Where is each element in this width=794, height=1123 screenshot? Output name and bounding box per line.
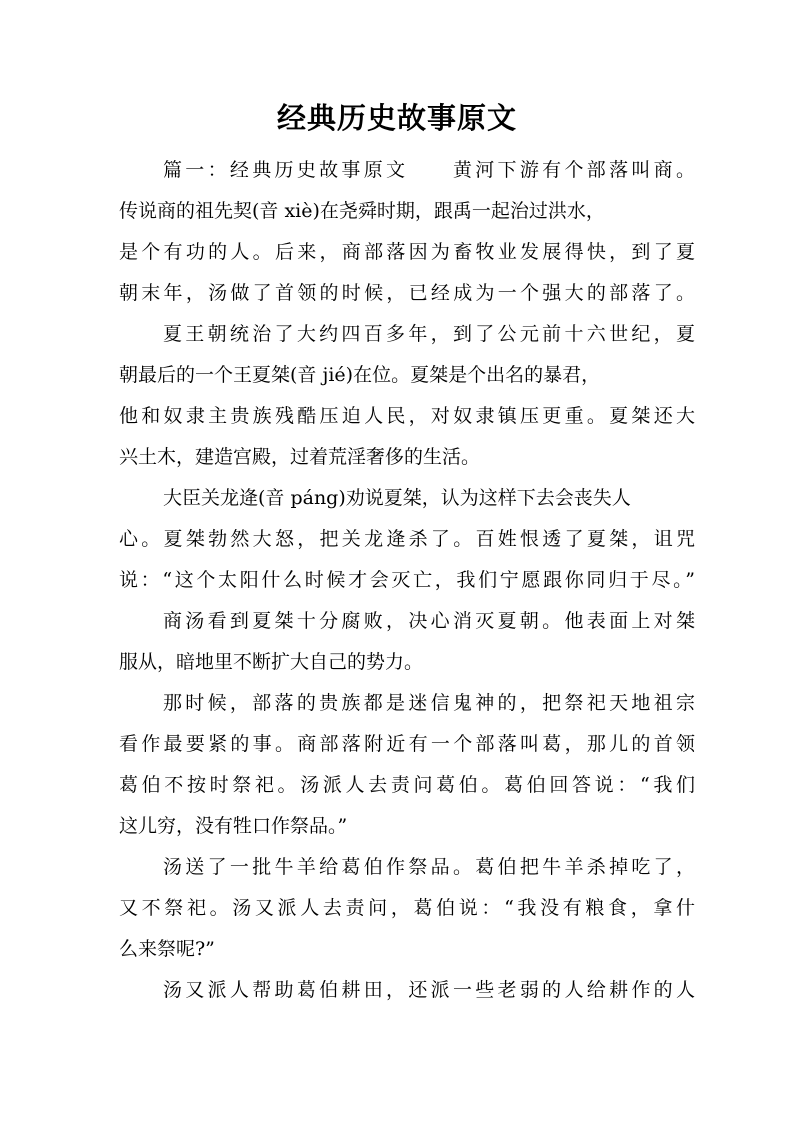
text-line: 这儿穷，没有牲口作祭品。” xyxy=(119,815,348,837)
text-line: 大臣关龙逄(音 páng)劝说夏桀，认为这样下去会丧失人 xyxy=(163,487,631,509)
text-line: 汤送了一批牛羊给葛伯作祭品。葛伯把牛羊杀掉吃了， xyxy=(163,856,695,878)
text-line: 传说商的祖先契(音 xiè)在尧舜时期，跟禹一起治过洪水， xyxy=(119,200,605,222)
text-line: 朝最后的一个王夏桀(音 jié)在位。夏桀是个出名的暴君， xyxy=(119,364,601,386)
text-line: 看作最要紧的事。商部落附近有一个部落叫葛，那儿的首领 xyxy=(119,733,695,755)
text-line: 商汤看到夏桀十分腐败，决心消灭夏朝。他表面上对桀 xyxy=(163,610,695,632)
text-line: 说：“这个太阳什么时候才会灭亡，我们宁愿跟你同归于尽。” xyxy=(119,569,695,591)
text-line: 夏王朝统治了大约四百多年，到了公元前十六世纪，夏 xyxy=(163,323,695,345)
text-line: 朝末年，汤做了首领的时候，已经成为一个强大的部落了。 xyxy=(119,282,695,304)
text-line: 么来祭呢?” xyxy=(119,938,215,960)
text-line: 葛伯不按时祭祀。汤派人去责问葛伯。葛伯回答说：“我们 xyxy=(119,774,695,796)
text-line: 是个有功的人。后来，商部落因为畜牧业发展得快，到了夏 xyxy=(119,241,695,263)
text-line: 篇一：经典历史故事原文 黄河下游有个部落叫商。 xyxy=(163,159,695,181)
text-line: 服从，暗地里不断扩大自己的势力。 xyxy=(119,651,424,673)
text-line: 他和奴隶主贵族残酷压迫人民，对奴隶镇压更重。夏桀还大 xyxy=(119,405,695,427)
text-line: 心。夏桀勃然大怒，把关龙逄杀了。百姓恨透了夏桀，诅咒 xyxy=(119,528,695,550)
text-line: 兴土木，建造宫殿，过着荒淫奢侈的生活。 xyxy=(119,446,481,468)
article-body xyxy=(119,150,695,1011)
page-title: 经典历史故事原文 xyxy=(276,101,517,135)
text-line: 又不祭祀。汤又派人去责问，葛伯说：“我没有粮食，拿什 xyxy=(119,897,695,919)
text-line: 汤又派人帮助葛伯耕田，还派一些老弱的人给耕作的人 xyxy=(163,979,695,1001)
text-line: 那时候，部落的贵族都是迷信鬼神的，把祭祀天地祖宗 xyxy=(163,692,695,714)
